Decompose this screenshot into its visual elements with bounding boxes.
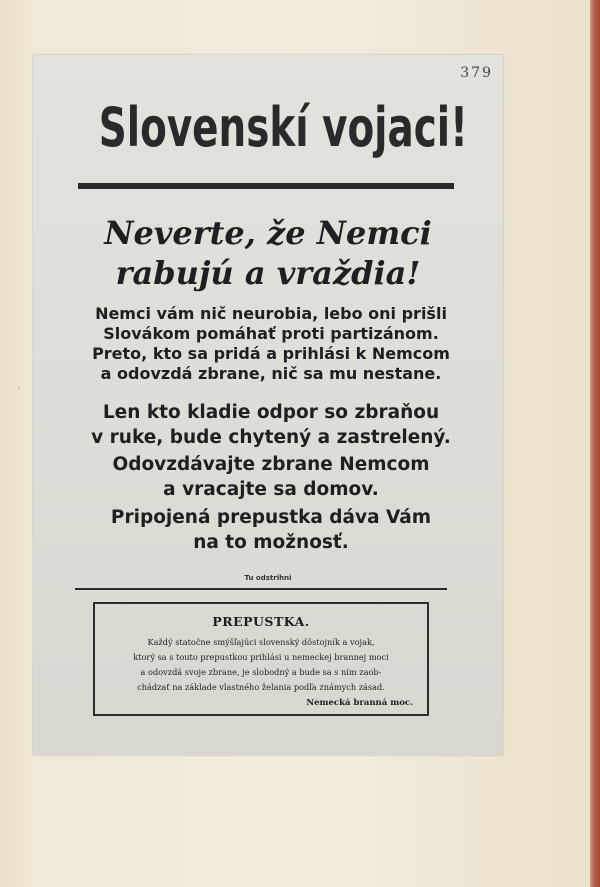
book-cover-edge xyxy=(590,0,600,887)
text-line: Preto, kto sa pridá a prihlási k Nemcom xyxy=(92,344,450,363)
paragraph-2 xyxy=(71,400,471,450)
subheadline-line: Neverte, že Nemci xyxy=(104,214,432,252)
pass-coupon xyxy=(93,602,429,716)
cut-line xyxy=(75,588,447,590)
leaflet xyxy=(33,55,503,755)
text-line: na to možnosť. xyxy=(193,532,349,553)
text-line: Slovákom pomáhať proti partizánom. xyxy=(103,324,439,343)
subheadline xyxy=(33,213,503,293)
text-line: Len kto kladie odpor so zbraňou xyxy=(102,402,440,423)
headline: Slovenskí vojaci! xyxy=(98,96,468,159)
text-line: Odovzdávajte zbrane Nemcom xyxy=(112,454,430,475)
subheadline-line: rabujú a vraždia! xyxy=(115,254,421,292)
text-line: a odovzdá zbrane, nič sa mu nestane. xyxy=(100,364,442,383)
text-line: Pripojená prepustka dáva Vám xyxy=(110,507,432,528)
pass-text-line: a odovzdá svoje zbrane, je slobodný a bude sa s ním zaob- xyxy=(140,667,382,677)
pass-title: PREPUSTKA. xyxy=(212,614,310,629)
paragraph-4 xyxy=(71,505,471,555)
text-line: a vracajte sa domov. xyxy=(163,479,379,500)
pass-text-line: chádzať na základe vlastného želania podľa známych zásad. xyxy=(137,682,385,692)
headline-rule xyxy=(78,183,454,189)
pass-text-line: ktorý sa s touto prepustkou prihlási u nemeckej brannej moci xyxy=(133,652,389,662)
pass-signature: Nemecká branná moc. xyxy=(306,698,413,708)
text-line: Nemci vám nič neurobia, lebo oni prišli xyxy=(95,304,447,323)
text-line: v ruke, bude chytený a zastrelený. xyxy=(91,427,451,448)
pass-text-line: Každý statočne smýšľajúci slovenský dôstojník a vojak, xyxy=(147,637,375,647)
cut-label: Tu odstrihni xyxy=(244,574,292,582)
paragraph-1 xyxy=(71,304,471,384)
page-number: 379 xyxy=(460,65,493,81)
paragraph-3 xyxy=(71,452,471,502)
margin-mark: ' xyxy=(18,385,20,395)
